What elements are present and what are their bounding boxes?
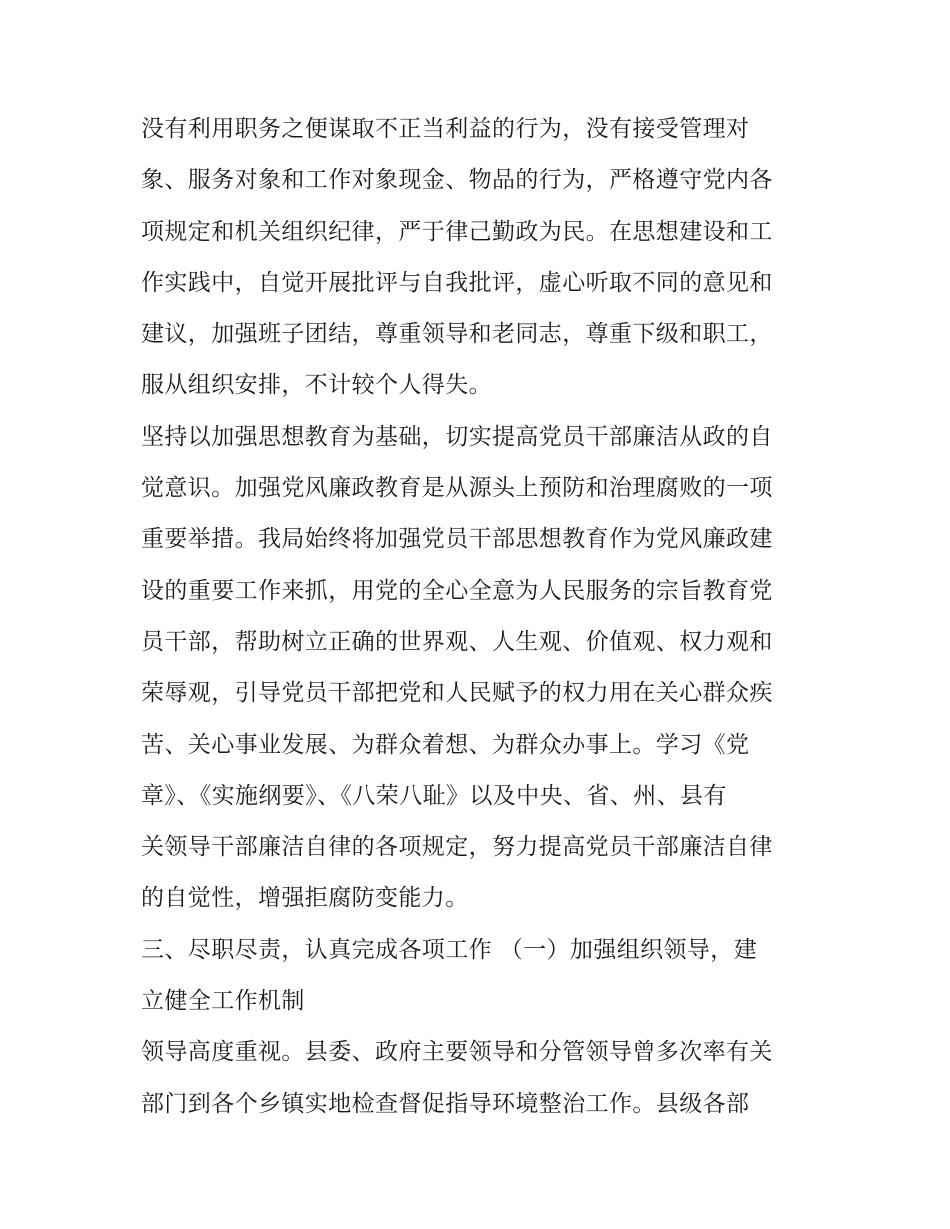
text-line: 设的重要工作来抓，用党的全心全意为人民服务的宗旨教育党 [141,577,773,604]
text-line: 荣辱观，引导党员干部把党和人民赋予的权力用在关心群众疾 [141,680,773,707]
section-heading-line: 三、尽职尽责，认真完成各项工作 （一）加强组织领导，建 [141,936,758,963]
text-line: 项规定和机关组织纪律，严于律己勤政为民。在思想建设和工 [141,218,773,245]
text-line: 领导高度重视。县委、政府主要领导和分管领导曾多次率有关 [141,1039,773,1066]
text-line: 重要举措。我局始终将加强党员干部思想教育作为党风廉政建 [141,526,773,553]
text-line: 章》、《实施纲要》、《八荣八耻》以及中央、省、州、县有 [141,782,727,809]
section-heading-line: 立健全工作机制 [141,988,305,1015]
text-line: 作实践中，自觉开展批评与自我批评，虚心听取不同的意见和 [141,269,773,296]
text-line: 苦、关心事业发展、为群众着想、为群众办事上。学习《党 [141,731,750,758]
document-body [141,104,813,1130]
text-line: 觉意识。加强党风廉政教育是从源头上预防和治理腐败的一项 [141,475,773,502]
text-line: 员干部，帮助树立正确的世界观、人生观、价值观、权力观和 [141,628,773,655]
text-line: 建议，加强班子团结，尊重领导和老同志，尊重下级和职工， [141,321,773,348]
text-line: 服从组织安排，不计较个人得失。 [141,372,492,399]
text-line: 坚持以加强思想教育为基础，切实提高党员干部廉洁从政的自 [141,423,773,450]
text-line: 的自觉性，增强拒腐防变能力。 [141,885,469,912]
text-line: 象、服务对象和工作对象现金、物品的行为，严格遵守党内各 [141,167,773,194]
text-line: 关领导干部廉洁自律的各项规定，努力提高党员干部廉洁自律 [141,834,773,861]
text-line: 没有利用职务之便谋取不正当利益的行为，没有接受管理对 [141,116,750,142]
text-line: 部门到各个乡镇实地检查督促指导环境整治工作。县级各部 [141,1090,750,1117]
